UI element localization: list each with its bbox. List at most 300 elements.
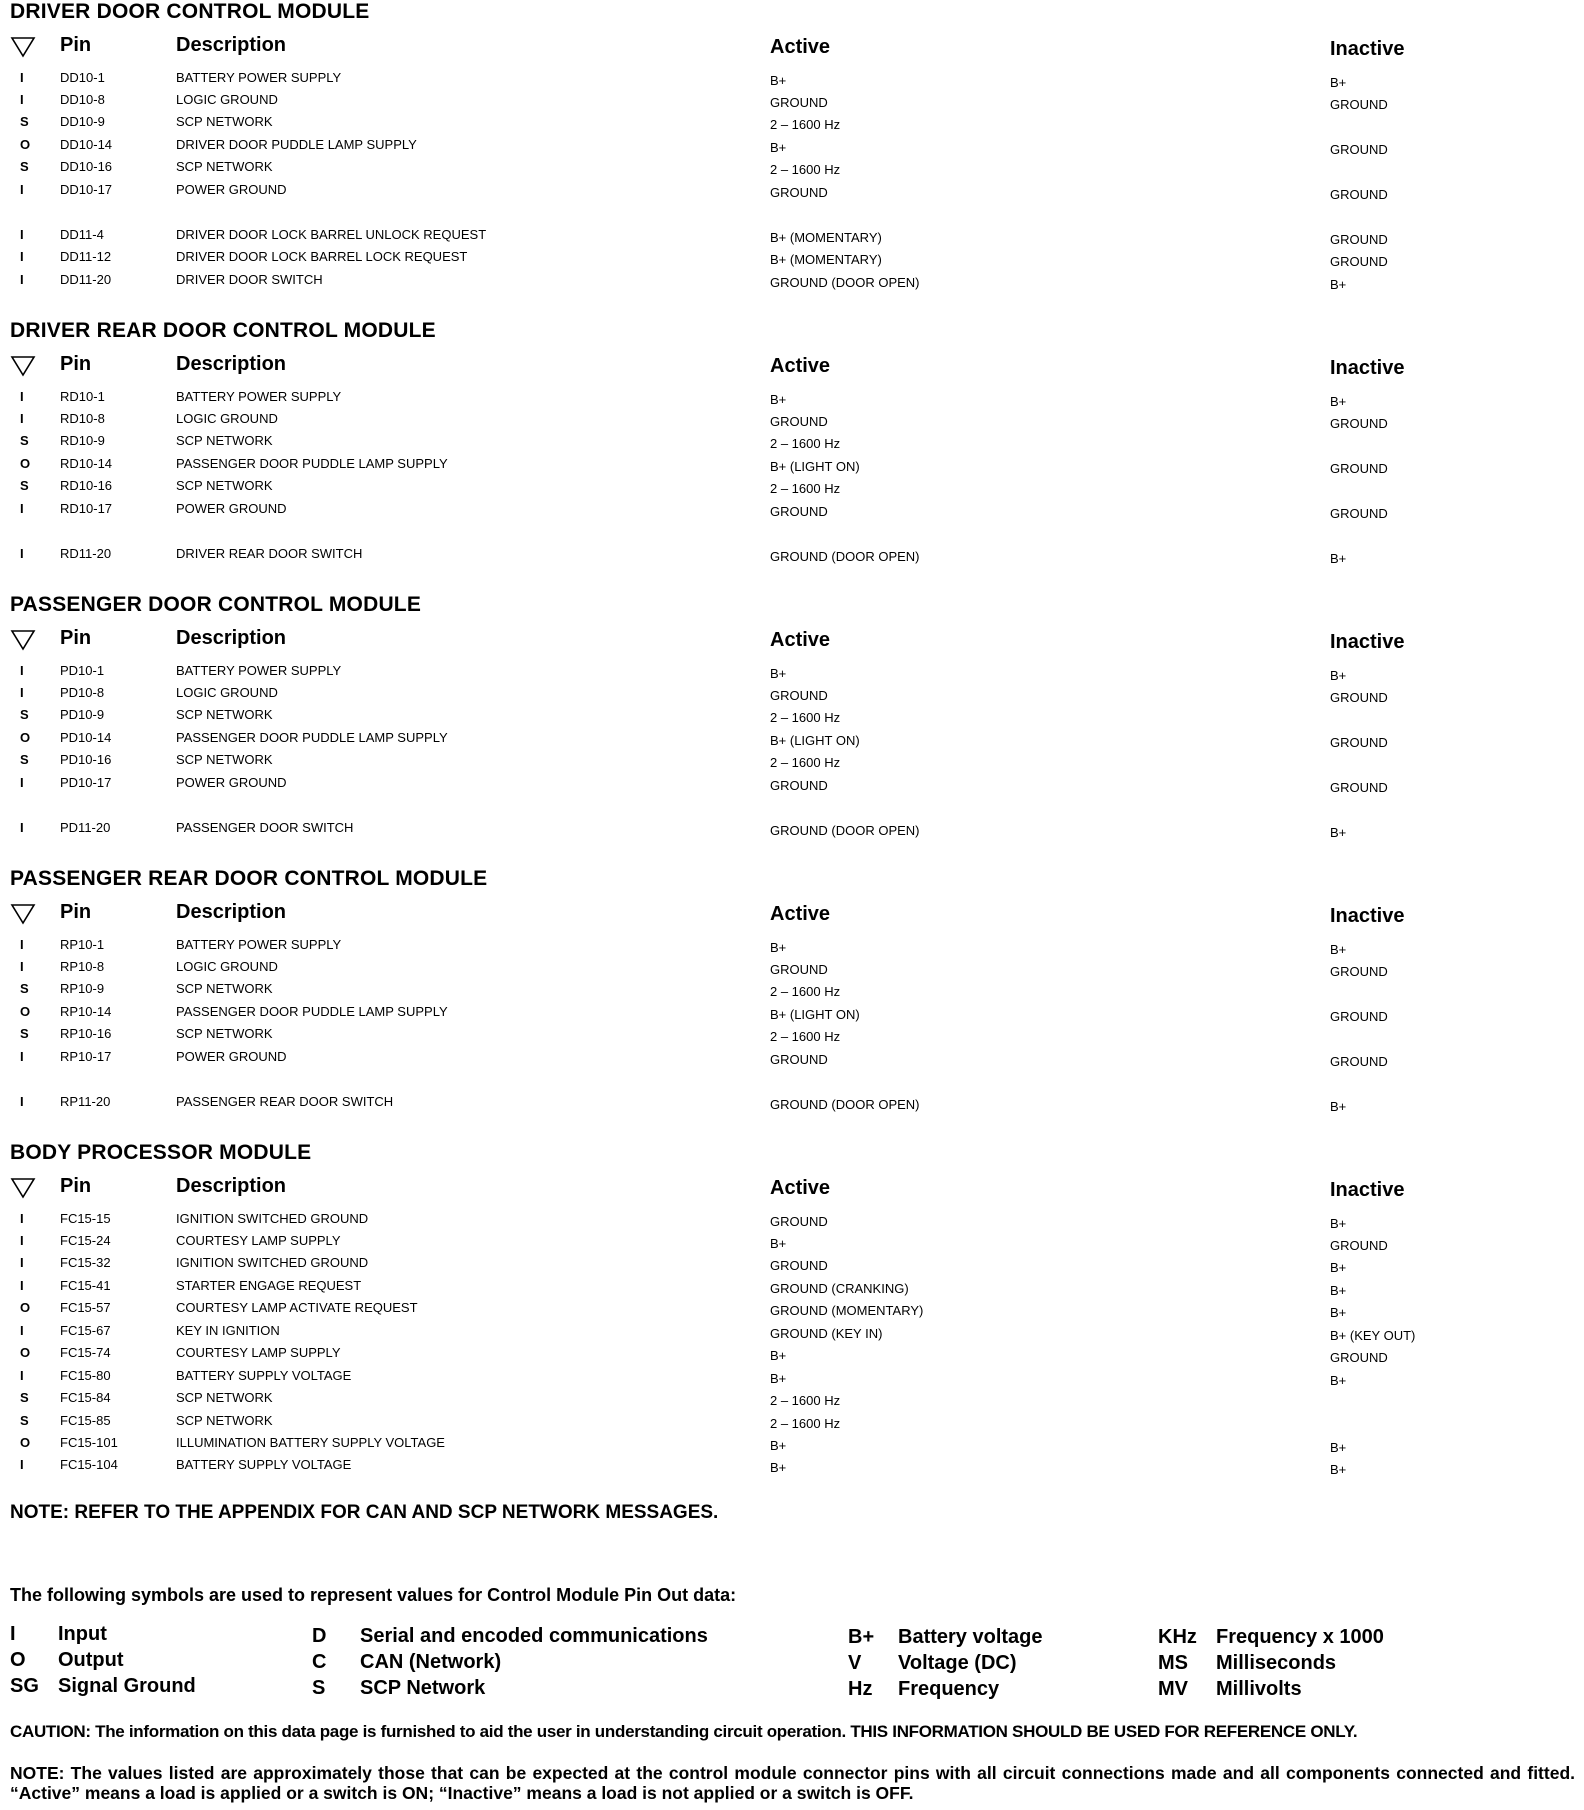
pin-id: RP10-1 [60,937,105,952]
pin-id: DD10-16 [60,159,113,174]
legend-symbol: S [312,1677,326,1699]
pin-description: LOGIC GROUND [176,959,278,974]
inactive-value: GROUND [1330,735,1388,750]
pin-id: DD10-8 [60,92,105,107]
table-row [0,1004,1584,1026]
header-pin: Pin [60,901,92,923]
table-row [0,456,1584,478]
pin-id: DD10-14 [60,137,113,152]
table-row [0,478,1584,500]
active-value: GROUND [770,778,828,793]
active-value: GROUND [770,962,828,977]
pin-id: RD10-8 [60,411,105,426]
pin-id: FC15-101 [60,1435,118,1450]
pin-id: FC15-80 [60,1368,111,1383]
pin-id: RP10-16 [60,1026,112,1041]
pin-description: DRIVER DOOR LOCK BARREL UNLOCK REQUEST [176,227,487,242]
values-note: NOTE: The values listed are approximately those that can be expected at the control module connector pins with all circuit connections made and all components connected and fitted. “Active” means a load is applied or a switch is ON; “Inactive” means a load is not applied or a switch is OFF. [10,1763,1575,1803]
header-inactive: Inactive [1330,38,1405,60]
header-inactive: Inactive [1330,631,1405,653]
pin-description: POWER GROUND [176,775,287,790]
pin-type: S [20,478,29,493]
pin-type: I [20,685,24,700]
inactive-value: GROUND [1330,142,1388,157]
direction-triangle-icon [10,1177,36,1199]
direction-triangle-icon [10,36,36,58]
pin-id: RD10-14 [60,456,113,471]
header-description: Description [176,1175,287,1197]
pin-id: DD11-4 [60,227,104,242]
pin-type: I [20,389,24,404]
table-row [0,707,1584,729]
table-row [0,959,1584,981]
table-row [0,546,1584,568]
active-value: GROUND [770,1258,828,1273]
pin-description: COURTESY LAMP ACTIVATE REQUEST [176,1300,418,1315]
active-value: GROUND [770,688,828,703]
pin-description: PASSENGER DOOR PUDDLE LAMP SUPPLY [176,456,448,471]
active-value: GROUND [770,185,828,200]
inactive-value: B+ [1330,942,1347,957]
inactive-value: B+ (KEY OUT) [1330,1328,1416,1343]
pin-description: COURTESY LAMP SUPPLY [176,1345,341,1360]
pin-description: PASSENGER REAR DOOR SWITCH [176,1094,394,1109]
pin-id: FC15-32 [60,1255,111,1270]
header-description: Description [176,34,287,56]
active-value: B+ [770,1460,787,1475]
table-row [0,1413,1584,1435]
legend-symbol: KHz [1158,1626,1197,1648]
pin-description: PASSENGER DOOR PUDDLE LAMP SUPPLY [176,1004,448,1019]
header-active: Active [770,1177,831,1199]
pin-description: PASSENGER DOOR SWITCH [176,820,354,835]
inactive-value: GROUND [1330,1350,1388,1365]
active-value: GROUND (CRANKING) [770,1281,909,1296]
pin-description: POWER GROUND [176,501,287,516]
pin-type: S [20,1390,29,1405]
pin-id: RD10-9 [60,433,105,448]
inactive-value: GROUND [1330,97,1388,112]
table-row [0,1300,1584,1322]
inactive-value: B+ [1330,1305,1347,1320]
pin-description: IGNITION SWITCHED GROUND [176,1255,369,1270]
pin-id: DD10-9 [60,114,105,129]
pin-type: I [20,182,24,197]
pin-type: S [20,433,29,448]
inactive-value: GROUND [1330,1009,1388,1024]
pin-description: SCP NETWORK [176,1390,273,1405]
pin-description: DRIVER DOOR LOCK BARREL LOCK REQUEST [176,249,468,264]
legend-symbol: I [10,1623,16,1645]
table-row [0,92,1584,114]
active-value: 2 – 1600 Hz [770,162,841,177]
table-row [0,1345,1584,1367]
table-row [0,1255,1584,1277]
pin-type: I [20,1457,24,1472]
inactive-value: GROUND [1330,187,1388,202]
pin-type: O [20,456,31,471]
pin-id: DD10-17 [60,182,113,197]
pin-type: S [20,1413,29,1428]
table-row [0,433,1584,455]
pin-description: BATTERY SUPPLY VOLTAGE [176,1368,352,1383]
active-value: GROUND (DOOR OPEN) [770,549,920,564]
active-value: B+ [770,392,787,407]
legend-meaning: CAN (Network) [360,1651,502,1673]
active-value: B+ [770,1371,787,1386]
caution-note: CAUTION: The information on this data page is furnished to aid the user in understanding circuit operation. THIS INFORMATION SHOULD BE USED FOR REFERENCE ONLY. [10,1722,1358,1741]
module-title: PASSENGER DOOR CONTROL MODULE [10,593,422,616]
pin-type: I [20,820,24,835]
pin-id: PD10-14 [60,730,112,745]
pin-id: RD10-1 [60,389,105,404]
active-value: 2 – 1600 Hz [770,1029,841,1044]
header-description: Description [176,627,287,649]
header-inactive: Inactive [1330,1179,1405,1201]
pin-type: I [20,663,24,678]
pin-description: POWER GROUND [176,1049,287,1064]
table-row [0,752,1584,774]
pin-id: RP11-20 [60,1094,111,1109]
pin-type: I [20,937,24,952]
header-pin: Pin [60,1175,92,1197]
legend-intro: The following symbols are used to represent values for Control Module Pin Out data: [10,1585,737,1605]
inactive-value: GROUND [1330,506,1388,521]
legend-symbol: O [10,1649,26,1671]
direction-triangle-icon [10,629,36,651]
pin-type: I [20,1368,24,1383]
legend-meaning: Voltage (DC) [898,1652,1017,1674]
active-value: B+ [770,1348,787,1363]
inactive-value: GROUND [1330,1238,1388,1253]
active-value: B+ (LIGHT ON) [770,1007,860,1022]
pin-description: BATTERY POWER SUPPLY [176,389,342,404]
pin-description: SCP NETWORK [176,478,273,493]
inactive-value: GROUND [1330,964,1388,979]
inactive-value: GROUND [1330,254,1388,269]
header-pin: Pin [60,627,92,649]
legend-meaning: Battery voltage [898,1626,1043,1648]
pin-type: S [20,752,29,767]
pin-type: I [20,272,24,287]
legend-meaning: Signal Ground [58,1675,196,1697]
inactive-value: B+ [1330,1440,1347,1455]
pin-type: I [20,1278,24,1293]
legend-meaning: SCP Network [360,1677,486,1699]
pin-description: SCP NETWORK [176,159,273,174]
pin-description: COURTESY LAMP SUPPLY [176,1233,341,1248]
pin-id: DD11-12 [60,249,112,264]
legend-symbol: C [312,1651,327,1673]
header-inactive: Inactive [1330,905,1405,927]
direction-triangle-icon [10,355,36,377]
pin-id: DD10-1 [60,70,105,85]
legend-meaning: Input [58,1623,107,1645]
pin-id: FC15-84 [60,1390,111,1405]
pin-id: FC15-15 [60,1211,111,1226]
header-pin: Pin [60,34,92,56]
pin-description: SCP NETWORK [176,981,273,996]
pin-type: O [20,1345,31,1360]
table-row [0,685,1584,707]
header-active: Active [770,903,831,925]
header-description: Description [176,901,287,923]
pin-description: SCP NETWORK [176,707,273,722]
active-value: B+ [770,73,787,88]
pin-type: I [20,1211,24,1226]
pin-type: I [20,1233,24,1248]
pin-type: I [20,959,24,974]
inactive-value: GROUND [1330,690,1388,705]
pin-type: I [20,501,24,516]
pin-description: BATTERY POWER SUPPLY [176,663,342,678]
table-row [0,159,1584,181]
legend-meaning: Frequency x 1000 [1216,1626,1384,1648]
active-value: B+ [770,1438,787,1453]
inactive-value: B+ [1330,1462,1347,1477]
pin-id: PD10-9 [60,707,105,722]
active-value: GROUND (DOOR OPEN) [770,1097,920,1112]
pin-id: RD10-16 [60,478,113,493]
active-value: 2 – 1600 Hz [770,436,841,451]
active-value: GROUND [770,1214,828,1229]
pin-description: DRIVER DOOR SWITCH [176,272,323,287]
pin-id: RP10-8 [60,959,105,974]
inactive-value: B+ [1330,1260,1347,1275]
table-row [0,249,1584,271]
pin-id: RD10-17 [60,501,113,516]
pin-type: O [20,730,31,745]
module-title: DRIVER REAR DOOR CONTROL MODULE [10,319,436,342]
pin-id: FC15-57 [60,1300,111,1315]
pin-id: FC15-104 [60,1457,118,1472]
table-row [0,981,1584,1003]
table-row [0,663,1584,685]
pin-description: SCP NETWORK [176,433,273,448]
table-row [0,937,1584,959]
legend-symbol: D [312,1625,327,1647]
active-value: GROUND [770,504,828,519]
table-row [0,70,1584,92]
pin-type: O [20,1004,31,1019]
active-value: 2 – 1600 Hz [770,117,841,132]
table-row [0,820,1584,842]
pin-description: ILLUMINATION BATTERY SUPPLY VOLTAGE [176,1435,445,1450]
pin-type: I [20,546,24,561]
table-row [0,501,1584,523]
pin-description: STARTER ENGAGE REQUEST [176,1278,362,1293]
header-active: Active [770,355,831,377]
pin-description: LOGIC GROUND [176,685,278,700]
legend-symbol: SG [10,1675,39,1697]
pin-id: FC15-24 [60,1233,111,1248]
active-value: B+ [770,140,787,155]
pin-id: FC15-74 [60,1345,111,1360]
legend-meaning: Milliseconds [1216,1652,1337,1674]
pin-id: PD10-17 [60,775,112,790]
active-value: 2 – 1600 Hz [770,481,841,496]
inactive-value: B+ [1330,1216,1347,1231]
active-value: B+ (MOMENTARY) [770,230,882,245]
pin-description: POWER GROUND [176,182,287,197]
pin-description: LOGIC GROUND [176,411,278,426]
pin-id: PD10-8 [60,685,105,700]
active-value: GROUND (DOOR OPEN) [770,823,920,838]
table-row [0,1233,1584,1255]
table-row [0,775,1584,797]
active-value: B+ [770,940,787,955]
header-inactive: Inactive [1330,357,1405,379]
module-title: DRIVER DOOR CONTROL MODULE [10,0,370,23]
active-value: 2 – 1600 Hz [770,710,841,725]
module-title: BODY PROCESSOR MODULE [10,1141,312,1164]
inactive-value: B+ [1330,75,1347,90]
table-row [0,182,1584,204]
pin-description: KEY IN IGNITION [176,1323,280,1338]
pin-id: RP10-9 [60,981,105,996]
active-value: GROUND [770,414,828,429]
table-row [0,1049,1584,1071]
pin-type: S [20,1026,29,1041]
inactive-value: GROUND [1330,1054,1388,1069]
table-row [0,1278,1584,1300]
inactive-value: B+ [1330,1283,1347,1298]
pin-id: RP10-14 [60,1004,112,1019]
pin-type: S [20,159,29,174]
pin-type: S [20,114,29,129]
header-active: Active [770,629,831,651]
pin-description: SCP NETWORK [176,114,273,129]
table-row [0,1457,1584,1479]
active-value: 2 – 1600 Hz [770,984,841,999]
legend-meaning: Output [58,1649,124,1671]
inactive-value: B+ [1330,277,1347,292]
appendix-note: NOTE: REFER TO THE APPENDIX FOR CAN AND SCP NETWORK MESSAGES. [10,1502,719,1523]
inactive-value: B+ [1330,394,1347,409]
table-row [0,411,1584,433]
inactive-value: B+ [1330,551,1347,566]
legend-symbol: MS [1158,1652,1188,1674]
pin-description: IGNITION SWITCHED GROUND [176,1211,369,1226]
pin-description: SCP NETWORK [176,1413,273,1428]
pin-type: I [20,1255,24,1270]
direction-triangle-icon [10,903,36,925]
header-pin: Pin [60,353,92,375]
pin-type: O [20,1435,31,1450]
inactive-value: GROUND [1330,232,1388,247]
active-value: 2 – 1600 Hz [770,755,841,770]
inactive-value: B+ [1330,1373,1347,1388]
legend-meaning: Serial and encoded communications [360,1625,708,1647]
pin-type: I [20,411,24,426]
pin-description: SCP NETWORK [176,1026,273,1041]
pin-description: DRIVER DOOR PUDDLE LAMP SUPPLY [176,137,417,152]
active-value: B+ [770,666,787,681]
module-title: PASSENGER REAR DOOR CONTROL MODULE [10,867,488,890]
pin-type: I [20,227,24,242]
pin-type: I [20,1094,24,1109]
pin-description: BATTERY POWER SUPPLY [176,70,342,85]
table-row [0,389,1584,411]
pin-description: SCP NETWORK [176,752,273,767]
pin-type: I [20,1323,24,1338]
header-description: Description [176,353,287,375]
legend-meaning: Frequency [898,1678,1000,1700]
legend-meaning: Millivolts [1216,1678,1302,1700]
table-row [0,137,1584,159]
legend-symbol: B+ [848,1626,875,1648]
inactive-value: B+ [1330,825,1347,840]
table-row [0,1368,1584,1390]
active-value: GROUND [770,95,828,110]
pin-description: LOGIC GROUND [176,92,278,107]
pin-type: I [20,70,24,85]
table-row [0,272,1584,294]
active-value: GROUND (MOMENTARY) [770,1303,924,1318]
pin-id: RD11-20 [60,546,112,561]
legend-symbol: MV [1158,1678,1188,1700]
inactive-value: GROUND [1330,461,1388,476]
active-value: B+ [770,1236,787,1251]
pin-type: O [20,137,31,152]
pin-type: I [20,1049,24,1064]
pin-type: S [20,707,29,722]
table-row [0,1094,1584,1116]
pin-id: PD10-1 [60,663,105,678]
inactive-value: B+ [1330,1099,1347,1114]
table-row [0,227,1584,249]
table-row [0,1323,1584,1345]
active-value: GROUND [770,1052,828,1067]
legend-symbol: V [848,1652,862,1674]
pin-description: BATTERY POWER SUPPLY [176,937,342,952]
pin-id: FC15-41 [60,1278,111,1293]
pin-description: PASSENGER DOOR PUDDLE LAMP SUPPLY [176,730,448,745]
legend-symbol: Hz [848,1678,873,1700]
pin-id: RP10-17 [60,1049,112,1064]
pin-type: I [20,92,24,107]
inactive-value: B+ [1330,668,1347,683]
pin-id: PD11-20 [60,820,111,835]
table-row [0,1435,1584,1457]
pin-type: I [20,775,24,790]
pin-type: O [20,1300,31,1315]
active-value: 2 – 1600 Hz [770,1393,841,1408]
inactive-value: GROUND [1330,416,1388,431]
pin-id: FC15-67 [60,1323,111,1338]
table-row [0,114,1584,136]
table-row [0,1026,1584,1048]
pin-description: DRIVER REAR DOOR SWITCH [176,546,363,561]
table-row [0,1390,1584,1412]
inactive-value: GROUND [1330,780,1388,795]
active-value: B+ (LIGHT ON) [770,459,860,474]
pin-id: FC15-85 [60,1413,111,1428]
active-value: GROUND (DOOR OPEN) [770,275,920,290]
active-value: B+ (MOMENTARY) [770,252,882,267]
pin-type: I [20,249,24,264]
pin-id: PD10-16 [60,752,112,767]
active-value: GROUND (KEY IN) [770,1326,883,1341]
table-row [0,1211,1584,1233]
active-value: 2 – 1600 Hz [770,1416,841,1431]
pin-type: S [20,981,29,996]
active-value: B+ (LIGHT ON) [770,733,860,748]
table-row [0,730,1584,752]
header-active: Active [770,36,831,58]
pin-id: DD11-20 [60,272,112,287]
pin-description: BATTERY SUPPLY VOLTAGE [176,1457,352,1472]
